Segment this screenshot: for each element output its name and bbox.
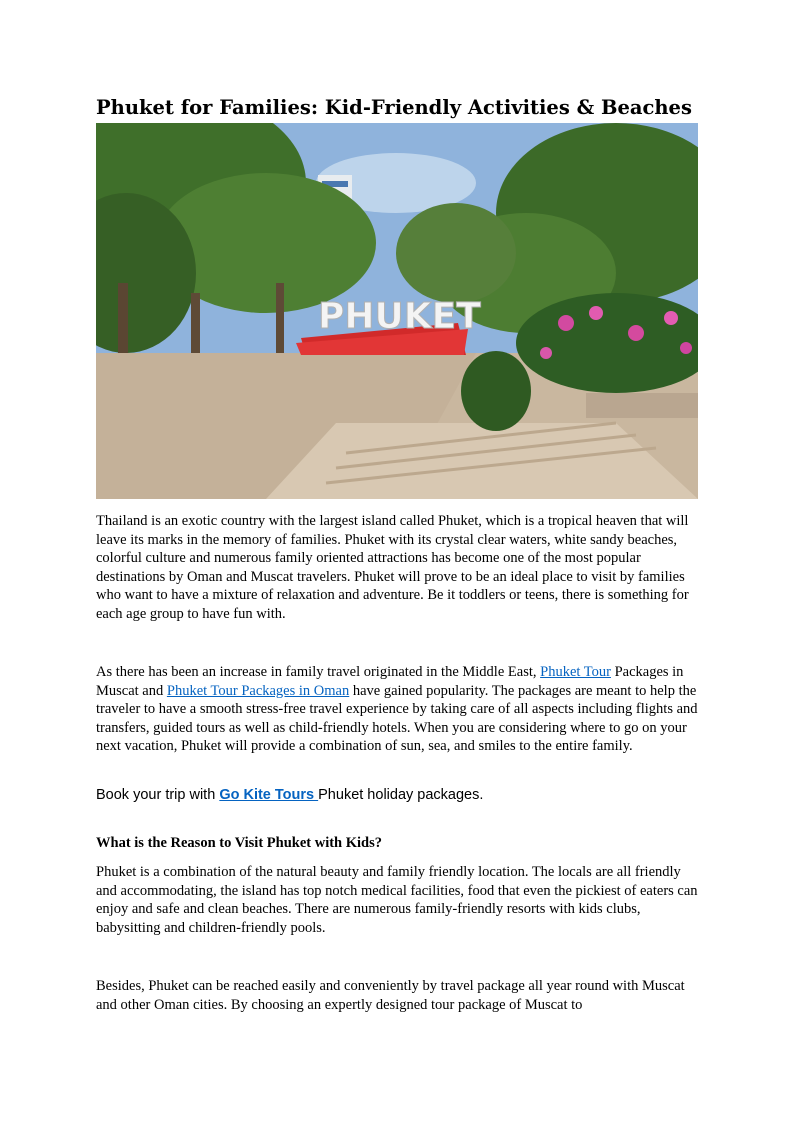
go-kite-tours-link[interactable]: Go Kite Tours [219, 787, 319, 803]
booking-prefix: Book your trip with [96, 787, 220, 803]
booking-suffix: Phuket holiday packages. [318, 787, 484, 803]
phuket-tour-packages-oman-link[interactable]: Phuket Tour Packages in Oman [166, 682, 350, 699]
access-paragraph: Besides, Phuket can be reached easily and conveniently by travel package all year round with Muscat and other Oman cities. By choosing an expertly designed tour package of Muscat to [96, 978, 685, 1013]
packages-text-between: Packages in Muscat and [96, 664, 684, 699]
packages-text-after: have gained popularity. The packages are meant to help the traveler to have a smooth stress-free travel experience by taking care of all aspects including flights and transfers, guided tours as well as child-friendly hotels. When you are considering where to go on your next vacation, Phuket will provide a combination of sun, sea, and smiles to the entire family. [96, 682, 698, 754]
intro-paragraph: Thailand is an exotic country with the largest island called Phuket, which is a tropical heaven that will leave its marks in the memory of families. Phuket with its crystal clear waters, white sandy beaches, colorful culture and numerous family oriented attractions has become one of the most popular destinations by Oman and Muscat travelers. Phuket will prove to be an ideal place to visit by families who want to have a mixture of relaxation and adventure. Be it toddlers or teens, there is something for each age group to have fun with. [96, 513, 689, 622]
packages-text-before: As there has been an increase in family travel originated in the Middle East, [96, 664, 541, 680]
phuket-tour-link[interactable]: Phuket Tour [540, 664, 611, 680]
reasons-paragraph: Phuket is a combination of the natural beauty and family friendly location. The locals are all friendly and accommodating, the island has top notch medical facilities, food that even the pickiest of eaters can enjoy and safe and clean beaches. There are numerous family-friendly resorts with kids clubs, babysitting and children-friendly pools. [96, 864, 698, 936]
booking-line [96, 786, 702, 805]
sign-lettering: PHUKET [318, 296, 481, 337]
hero-image [96, 123, 698, 499]
packages-paragraph [96, 663, 702, 756]
page-title: Phuket for Families: Kid-Friendly Activities & Beaches [96, 96, 692, 119]
section-heading: What is the Reason to Visit Phuket with Kids? [96, 835, 383, 851]
phuket-sign-photo [96, 123, 698, 499]
